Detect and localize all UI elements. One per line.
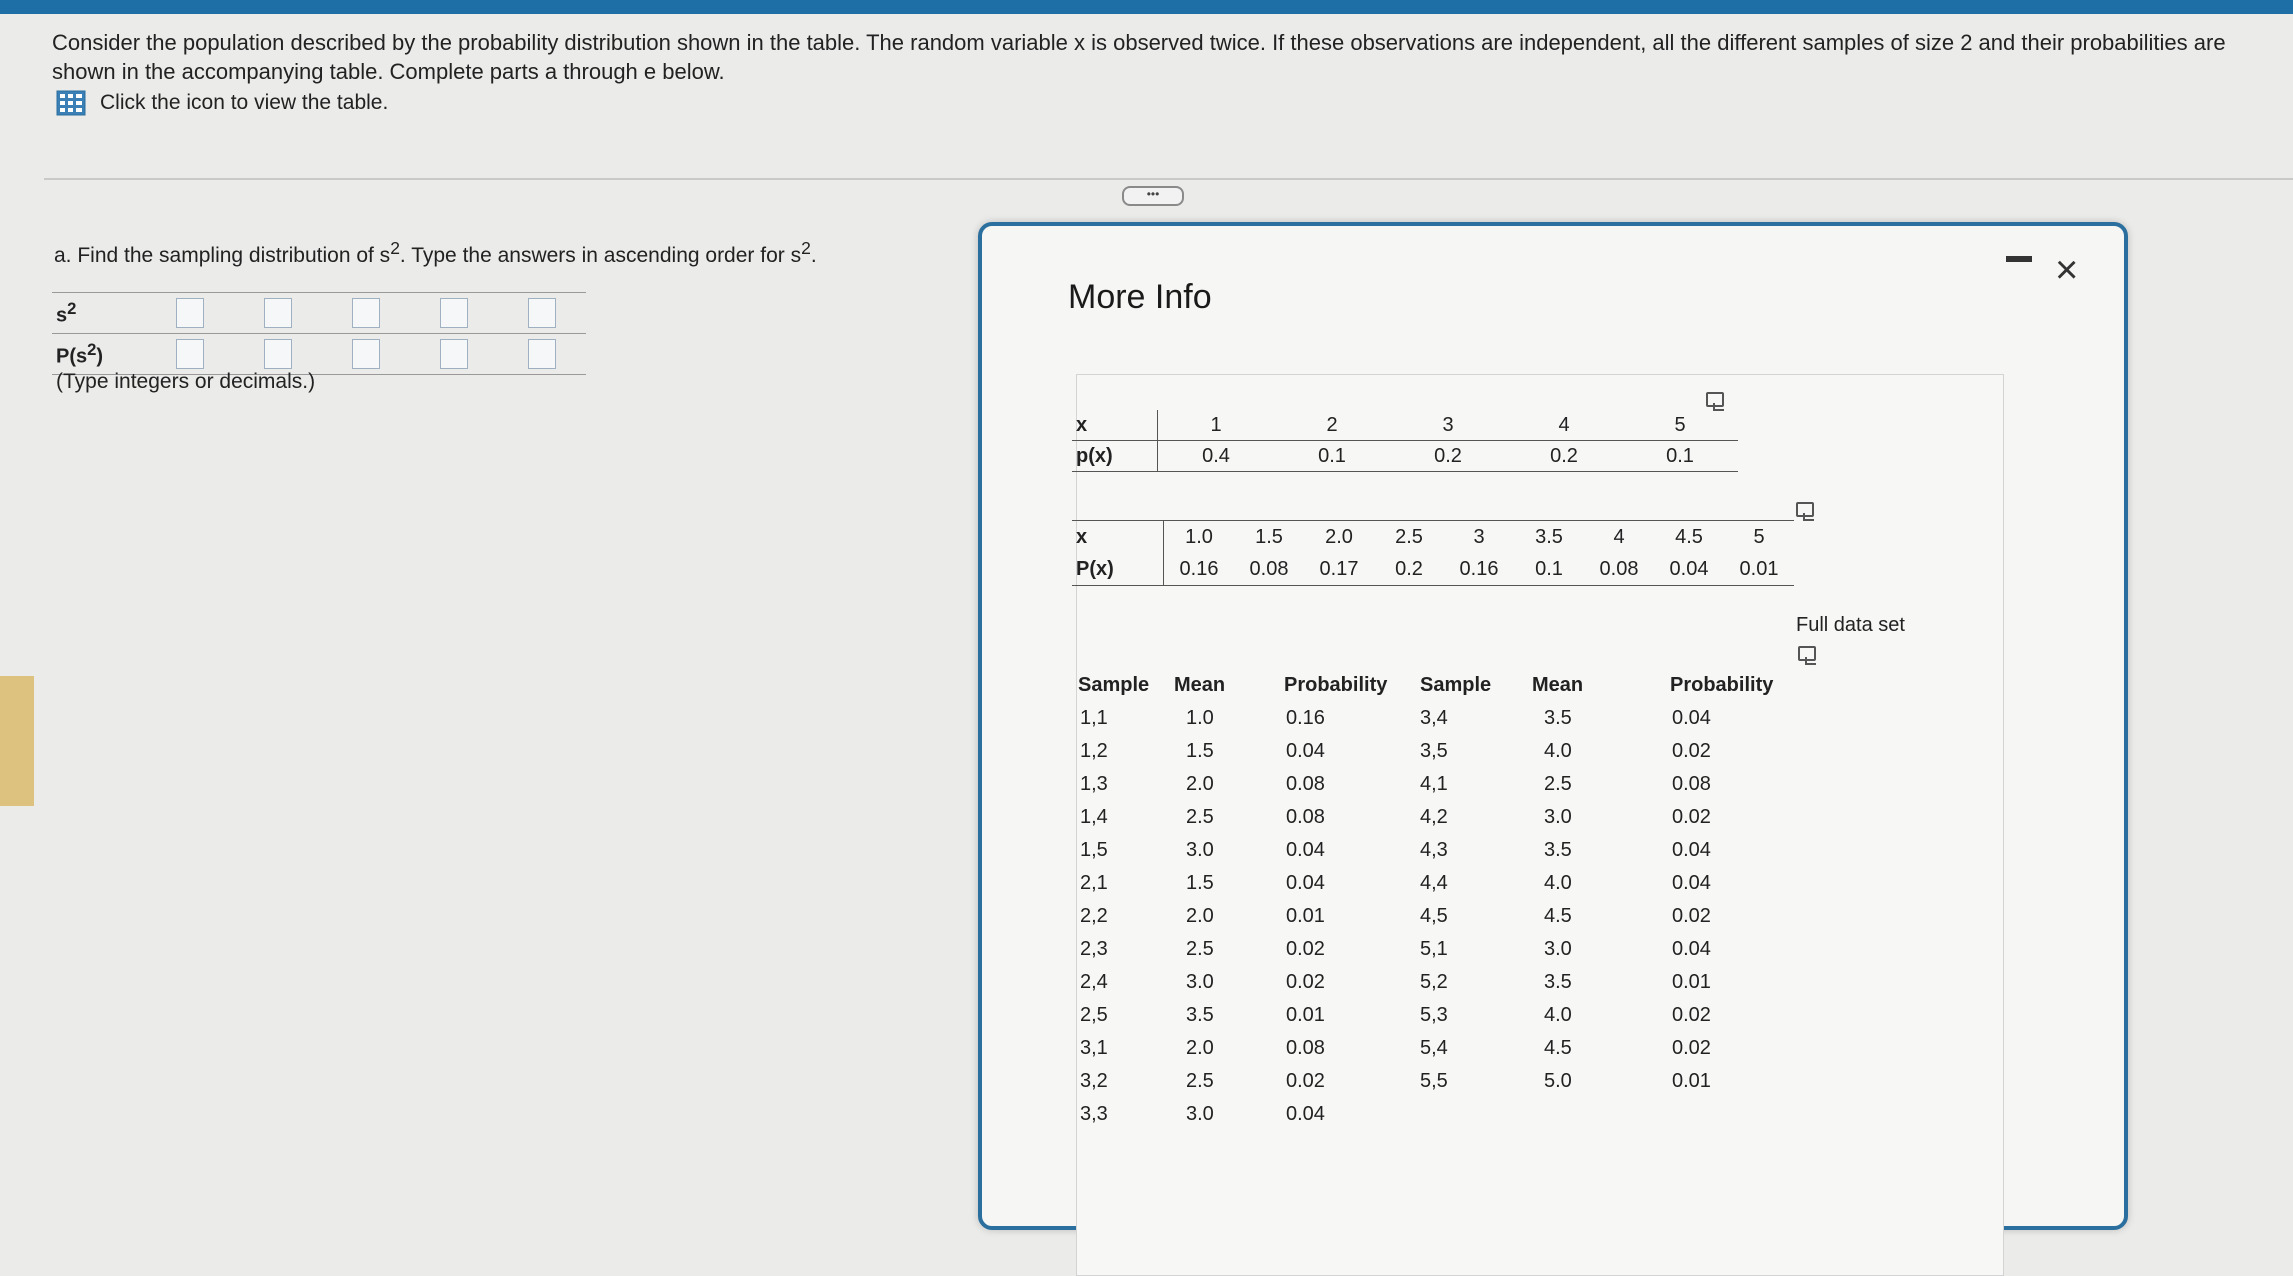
table-cell: 2,2 bbox=[1080, 905, 1108, 927]
question-line-1: Consider the population described by the probability distribution shown in the table. The random variable x is observed twice. If these observations are independent, all the different samples of size 2 and their probabilities are bbox=[52, 30, 2226, 55]
side-tab[interactable] bbox=[0, 676, 34, 806]
table-cell: 4,1 bbox=[1420, 773, 1448, 795]
mean-p-row: P(x) 0.16 0.08 0.17 0.2 0.16 0.1 0.08 0.04 0.01 bbox=[1072, 553, 1794, 586]
section-divider bbox=[44, 178, 2293, 180]
table-cell: 3,5 bbox=[1420, 740, 1448, 762]
table-cell: 2.0 bbox=[1186, 905, 1214, 927]
table-cell: 4.5 bbox=[1544, 905, 1572, 927]
table-cell: 3,4 bbox=[1420, 707, 1448, 729]
table-cell: 1,4 bbox=[1080, 806, 1108, 828]
table-cell: 1,1 bbox=[1080, 707, 1108, 729]
answer-row-s2 bbox=[52, 293, 586, 334]
table-cell: 0.08 bbox=[1286, 806, 1325, 828]
answer-row-s2-label: $s^2$ bbox=[52, 293, 146, 334]
answer-row-ps2 bbox=[52, 334, 586, 375]
table-cell: 3,3 bbox=[1080, 1103, 1108, 1125]
table-cell: 4,5 bbox=[1420, 905, 1448, 927]
population-p-row: p(x) 0.4 0.1 0.2 0.2 0.1 bbox=[1072, 441, 1738, 472]
table-cell: 0.08 bbox=[1672, 773, 1711, 795]
minimize-icon[interactable] bbox=[2006, 256, 2032, 262]
table-cell: 3,2 bbox=[1080, 1070, 1108, 1092]
part-a-sup-2: 2 bbox=[801, 238, 811, 258]
population-x-header: x bbox=[1072, 410, 1158, 441]
table-cell: 2.0 bbox=[1186, 1037, 1214, 1059]
population-p-header: p(x) bbox=[1072, 441, 1158, 472]
copy-mean-table-icon[interactable] bbox=[1796, 502, 1814, 517]
mean-x-row: x 1.0 1.5 2.0 2.5 3 3.5 4 4.5 5 bbox=[1072, 521, 1794, 554]
part-a-text-tail: . Type the answers in ascending order for s bbox=[399, 244, 802, 267]
top-bar bbox=[0, 0, 2293, 14]
samples-header-row: Sample Mean Probability Sample Mean Probability bbox=[1078, 673, 1774, 696]
table-cell: 0.16 bbox=[1286, 707, 1325, 729]
table-cell: 0.02 bbox=[1672, 740, 1711, 762]
copy-population-table-icon[interactable] bbox=[1706, 392, 1724, 407]
table-cell: 2.5 bbox=[1186, 938, 1214, 960]
answer-row-ps2-label: $P(s^2)$ bbox=[52, 334, 146, 375]
table-row bbox=[1078, 867, 1812, 900]
samples-body bbox=[1078, 702, 1812, 1131]
table-cell: 0.01 bbox=[1672, 1070, 1711, 1092]
table-cell: 3.5 bbox=[1544, 839, 1572, 861]
table-cell: 0.04 bbox=[1286, 872, 1325, 894]
table-cell: 0.01 bbox=[1672, 971, 1711, 993]
table-cell: 3.0 bbox=[1544, 938, 1572, 960]
population-table bbox=[1072, 410, 1738, 472]
table-cell: 1.0 bbox=[1186, 707, 1214, 729]
table-row bbox=[1078, 801, 1812, 834]
part-a-prompt: a. Find the sampling distribution of $s^2$. Type the answers in ascending order for $s^2$. bbox=[54, 238, 817, 267]
s2-input-4[interactable] bbox=[440, 298, 468, 328]
table-cell: 0.08 bbox=[1286, 1037, 1325, 1059]
table-cell: 0.04 bbox=[1286, 740, 1325, 762]
table-cell: 4.0 bbox=[1544, 1004, 1572, 1026]
table-cell: 0.02 bbox=[1286, 1070, 1325, 1092]
table-cell: 0.02 bbox=[1672, 905, 1711, 927]
table-cell: 0.04 bbox=[1672, 872, 1711, 894]
question-line-2 bbox=[52, 57, 2292, 86]
table-cell: 4.0 bbox=[1544, 740, 1572, 762]
table-cell: 3,1 bbox=[1080, 1037, 1108, 1059]
table-cell: 2.5 bbox=[1544, 773, 1572, 795]
table-row bbox=[1078, 1032, 1812, 1065]
table-cell: 4.5 bbox=[1544, 1037, 1572, 1059]
table-cell: 4,4 bbox=[1420, 872, 1448, 894]
table-cell: 0.04 bbox=[1286, 839, 1325, 861]
table-cell: 2,3 bbox=[1080, 938, 1108, 960]
table-grid-icon[interactable] bbox=[56, 90, 86, 116]
table-row bbox=[1078, 933, 1812, 966]
table-cell: 4,2 bbox=[1420, 806, 1448, 828]
table-cell: 5,1 bbox=[1420, 938, 1448, 960]
table-row bbox=[1078, 966, 1812, 999]
mean-x-header: x bbox=[1072, 521, 1164, 554]
table-cell: 2,1 bbox=[1080, 872, 1108, 894]
table-row bbox=[1078, 1098, 1812, 1131]
table-cell: 3.5 bbox=[1544, 971, 1572, 993]
table-cell: 3.5 bbox=[1544, 707, 1572, 729]
mean-p-header: P(x) bbox=[1072, 553, 1164, 586]
table-cell: 0.02 bbox=[1286, 971, 1325, 993]
table-cell: 0.08 bbox=[1286, 773, 1325, 795]
samples-table bbox=[1078, 668, 1812, 1131]
table-cell: 2.5 bbox=[1186, 1070, 1214, 1092]
expand-dots-button[interactable]: ••• bbox=[1122, 186, 1184, 206]
table-cell: 3.0 bbox=[1186, 839, 1214, 861]
ps2-input-5[interactable] bbox=[528, 339, 556, 369]
table-cell: 1.5 bbox=[1186, 872, 1214, 894]
table-row bbox=[1078, 735, 1812, 768]
modal-title: More Info bbox=[1068, 278, 1212, 316]
table-cell: 0.04 bbox=[1672, 839, 1711, 861]
table-row bbox=[1078, 834, 1812, 867]
table-row bbox=[1078, 768, 1812, 801]
table-cell: 2,5 bbox=[1080, 1004, 1108, 1026]
table-row bbox=[1078, 999, 1812, 1032]
table-cell: 0.02 bbox=[1672, 1004, 1711, 1026]
table-cell: 1,5 bbox=[1080, 839, 1108, 861]
ps2-input-4[interactable] bbox=[440, 339, 468, 369]
ps2-input-2[interactable] bbox=[264, 339, 292, 369]
type-note: (Type integers or decimals.) bbox=[56, 370, 316, 393]
table-cell: 5,4 bbox=[1420, 1037, 1448, 1059]
table-cell: 2.5 bbox=[1186, 806, 1214, 828]
table-cell: 5,5 bbox=[1420, 1070, 1448, 1092]
s2-input-5[interactable] bbox=[528, 298, 556, 328]
population-x-row: x 1 2 3 4 5 bbox=[1072, 410, 1738, 441]
answer-table bbox=[52, 292, 586, 375]
table-cell: 5.0 bbox=[1544, 1070, 1572, 1092]
table-cell: 1.5 bbox=[1186, 740, 1214, 762]
ps2-input-3[interactable] bbox=[352, 339, 380, 369]
table-cell: 5,3 bbox=[1420, 1004, 1448, 1026]
table-cell: 0.02 bbox=[1286, 938, 1325, 960]
view-table-link[interactable] bbox=[56, 90, 388, 116]
table-cell: 2.0 bbox=[1186, 773, 1214, 795]
question-text bbox=[52, 28, 2292, 86]
table-cell: 0.04 bbox=[1286, 1103, 1325, 1125]
table-cell: 4,3 bbox=[1420, 839, 1448, 861]
table-cell: 2,4 bbox=[1080, 971, 1108, 993]
s2-input-1[interactable] bbox=[176, 298, 204, 328]
table-cell: 3.0 bbox=[1544, 806, 1572, 828]
mean-distribution-table bbox=[1072, 520, 1794, 586]
table-cell: 0.01 bbox=[1286, 905, 1325, 927]
table-cell: 0.02 bbox=[1672, 1037, 1711, 1059]
table-cell bbox=[1670, 1098, 1812, 1131]
table-cell: 3.5 bbox=[1186, 1004, 1214, 1026]
question-line-2-text: shown in the accompanying table. Complete parts a through e below. bbox=[52, 59, 725, 84]
s2-input-3[interactable] bbox=[352, 298, 380, 328]
table-cell: 3.0 bbox=[1186, 971, 1214, 993]
table-cell: 0.02 bbox=[1672, 806, 1711, 828]
table-cell bbox=[1532, 1098, 1670, 1131]
table-row bbox=[1078, 1065, 1812, 1098]
table-cell bbox=[1420, 1098, 1532, 1131]
copy-full-data-icon[interactable] bbox=[1798, 646, 1816, 661]
table-cell: 0.01 bbox=[1286, 1004, 1325, 1026]
ps2-input-1[interactable] bbox=[176, 339, 204, 369]
table-cell: 1,2 bbox=[1080, 740, 1108, 762]
table-cell: 3.0 bbox=[1186, 1103, 1214, 1125]
full-data-set-label[interactable]: Full data set bbox=[1796, 614, 1905, 636]
table-cell: 5,2 bbox=[1420, 971, 1448, 993]
part-a-text: a. Find the sampling distribution of s bbox=[54, 244, 391, 267]
table-row bbox=[1078, 702, 1812, 735]
s2-input-2[interactable] bbox=[264, 298, 292, 328]
view-table-link-text[interactable]: Click the icon to view the table. bbox=[100, 91, 389, 114]
table-cell: 0.04 bbox=[1672, 938, 1711, 960]
table-row bbox=[1078, 900, 1812, 933]
part-a-sup-1: 2 bbox=[390, 238, 400, 258]
table-cell: 1,3 bbox=[1080, 773, 1108, 795]
table-cell: 0.04 bbox=[1672, 707, 1711, 729]
close-icon[interactable]: × bbox=[2055, 248, 2079, 292]
table-cell: 4.0 bbox=[1544, 872, 1572, 894]
